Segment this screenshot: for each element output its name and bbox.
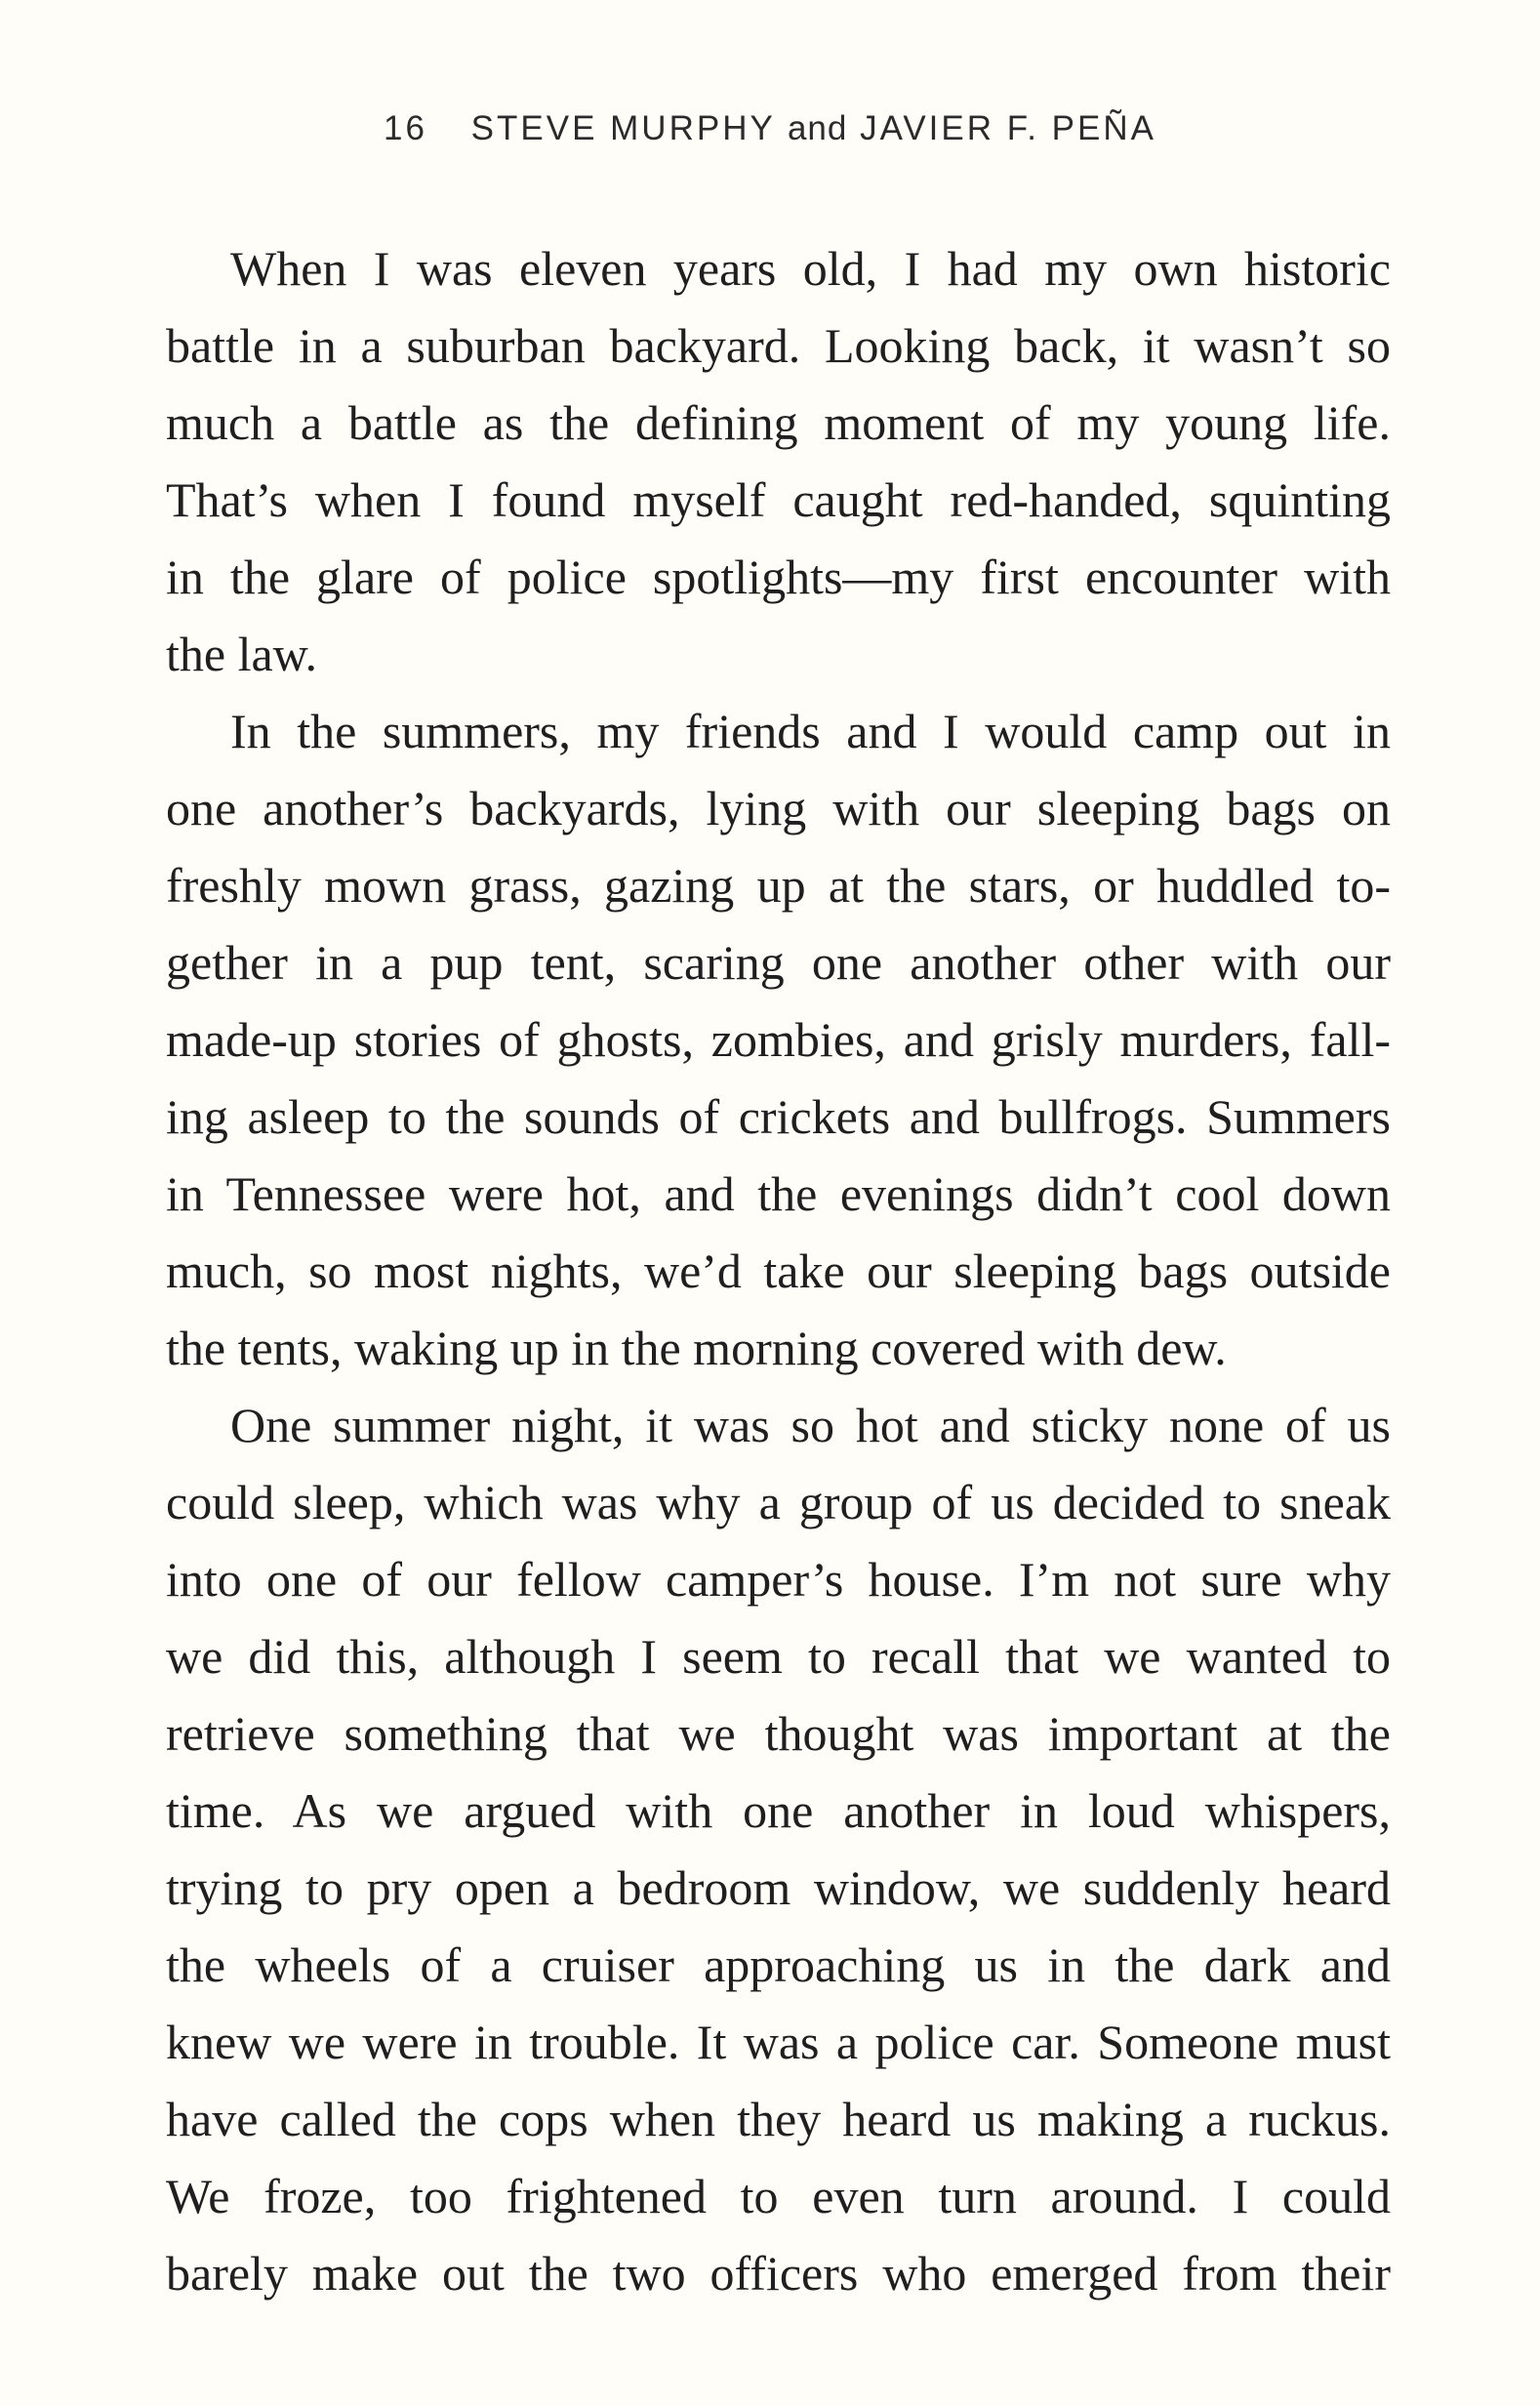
body-text [166,230,1391,2312]
text-line: we did this, although I seem to recall that we wanted to [166,1629,1391,1684]
text-line: much a battle as the defining moment of my young life. [166,395,1391,450]
text-line: the wheels of a cruiser approaching us in the dark and [166,1937,1391,1992]
text-line: one another’s backyards, lying with our sleeping bags on [166,781,1391,836]
text-line: One summer night, it was so hot and sticky none of us [230,1398,1391,1452]
text-line: much, so most nights, we’d take our sleeping bags outside [166,1243,1391,1298]
text-line: gether in a pup tent, scaring one another other with our [166,935,1391,990]
author-conjunction: and [787,109,848,147]
text-line: retrieve something that we thought was important at the [166,1706,1391,1761]
text-line: knew we were in trouble. It was a police car. Someone must [166,2015,1391,2069]
text-line: time. As we argued with one another in loud whispers, [166,1783,1391,1838]
text-line: into one of our fellow camper’s house. I’m not sure why [166,1552,1391,1607]
page-number: 16 [384,109,427,147]
text-line: ing asleep to the sounds of crickets and bullfrogs. Summers [166,1089,1391,1144]
text-line: battle in a suburban backyard. Looking back, it wasn’t so [166,318,1391,373]
text-line: freshly mown grass, gazing up at the stars, or huddled to- [166,858,1391,913]
running-head [0,109,1540,148]
text-line: That’s when I found myself caught red-handed, squinting [166,472,1391,527]
text-line: We froze, too frightened to even turn around. I could [166,2169,1391,2223]
text-line: have called the cops when they heard us making a ruckus. [166,2092,1391,2146]
text-line: In the summers, my friends and I would camp out in [230,704,1391,758]
author-name: JAVIER F. PEÑA [860,109,1156,147]
text-line: the law. [166,627,318,681]
text-line: in Tennessee were hot, and the evenings didn’t cool down [166,1166,1391,1221]
text-line: could sleep, which was why a group of us decided to sneak [166,1475,1391,1529]
text-line: in the glare of police spotlights—my first encounter with [166,550,1391,604]
text-line: trying to pry open a bedroom window, we suddenly heard [166,1860,1391,1915]
author-name: STEVE MURPHY [470,109,776,147]
text-line: the tents, waking up in the morning covered with dew. [166,1321,1227,1375]
text-line: made-up stories of ghosts, zombies, and grisly murders, fall- [166,1012,1391,1067]
text-line: barely make out the two officers who emerged from their [166,2246,1391,2301]
text-line: When I was eleven years old, I had my own historic [230,241,1391,296]
